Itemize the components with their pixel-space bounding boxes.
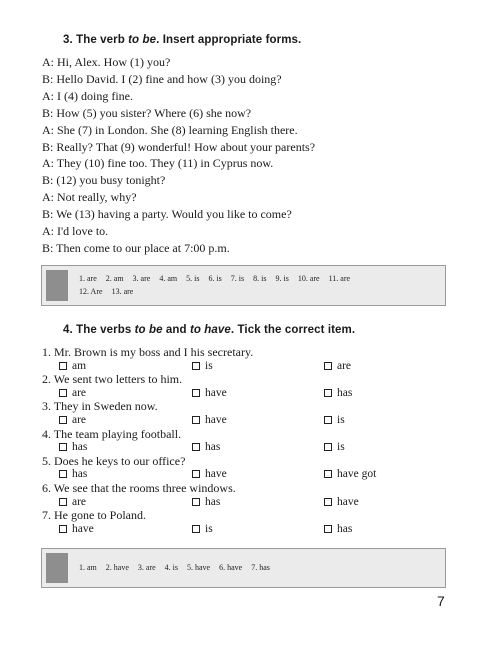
dialogue-line: B: Hello David. I (2) fine and how (3) you doing? bbox=[42, 71, 282, 86]
checkbox-icon[interactable] bbox=[59, 443, 67, 451]
answer-key-bar bbox=[46, 553, 68, 583]
answer-key-item: 3. are bbox=[132, 274, 151, 283]
dialogue-line: A: They (10) fine too. They (11) in Cyprus now. bbox=[42, 156, 274, 171]
answer-key-item: 1. are bbox=[79, 274, 97, 283]
answer-key-item: 11. are bbox=[328, 274, 351, 283]
checkbox-icon[interactable] bbox=[324, 470, 332, 478]
checkbox-icon[interactable] bbox=[324, 443, 332, 451]
answer-option[interactable] bbox=[324, 467, 376, 481]
checkbox-icon[interactable] bbox=[59, 470, 67, 478]
answer-key-item: 4. is bbox=[164, 563, 178, 572]
checkbox-icon[interactable] bbox=[192, 443, 200, 451]
answer-option-label: have got bbox=[337, 468, 377, 481]
dialogue-line: B: (12) you busy tonight? bbox=[42, 173, 166, 188]
answer-option-label: have bbox=[205, 468, 227, 481]
checkbox-icon[interactable] bbox=[59, 525, 67, 533]
question-text: 7. He gone to Poland. bbox=[42, 508, 146, 523]
answer-option-label: has bbox=[72, 441, 88, 454]
answer-option[interactable] bbox=[192, 495, 220, 509]
exercise-3-heading-suffix: . Insert appropriate forms. bbox=[156, 34, 302, 46]
dialogue-line: B: We (13) having a party. Would you like to come? bbox=[42, 207, 292, 222]
answer-option-label: are bbox=[337, 359, 352, 372]
answer-option-label: am bbox=[72, 359, 87, 372]
answer-option-label: is bbox=[337, 413, 345, 426]
answer-option-label: are bbox=[72, 386, 87, 399]
answer-key-item: 6. have bbox=[219, 563, 243, 572]
answer-option-label: have bbox=[337, 495, 359, 508]
answer-option[interactable] bbox=[324, 440, 345, 454]
dialogue-line: B: Then come to our place at 7:00 p.m. bbox=[42, 240, 230, 255]
checkbox-icon[interactable] bbox=[59, 498, 67, 506]
answer-option[interactable] bbox=[59, 467, 87, 481]
answer-key-bar bbox=[46, 270, 68, 301]
checkbox-icon[interactable] bbox=[324, 498, 332, 506]
question-text: 3. They in Sweden now. bbox=[42, 399, 158, 414]
answer-key-item: 12. Are bbox=[79, 287, 103, 296]
answer-key-item: 7. is bbox=[230, 274, 245, 283]
checkbox-icon[interactable] bbox=[192, 470, 200, 478]
answer-option[interactable] bbox=[59, 440, 87, 454]
dialogue-line: A: Hi, Alex. How (1) you? bbox=[42, 55, 171, 69]
answer-option-label: has bbox=[72, 468, 88, 481]
exercise-4-heading-p2: and bbox=[162, 324, 190, 336]
dialogue-line: A: She (7) in London. She (8) learning English there. bbox=[42, 122, 298, 137]
answer-option[interactable] bbox=[59, 413, 86, 427]
answer-option-label: has bbox=[205, 441, 221, 454]
answer-option-label: has bbox=[337, 386, 353, 399]
page-number: 7 bbox=[437, 593, 445, 609]
answer-option-label: are bbox=[72, 413, 87, 426]
answer-key-item: 1. am bbox=[79, 563, 97, 572]
answer-option[interactable] bbox=[324, 386, 352, 400]
answer-key-item: 13. are bbox=[111, 287, 134, 296]
checkbox-icon[interactable] bbox=[192, 498, 200, 506]
dialogue-line: A: I'd love to. bbox=[42, 224, 109, 238]
answer-option-label: is bbox=[205, 359, 213, 372]
answer-option-label: have bbox=[205, 386, 227, 399]
question-text: 4. The team playing football. bbox=[42, 426, 182, 441]
exercise-3-heading-italic: to be bbox=[128, 34, 157, 46]
answer-key-item: 4. am bbox=[159, 274, 178, 283]
answer-option-label: is bbox=[337, 441, 345, 454]
checkbox-icon[interactable] bbox=[192, 416, 200, 424]
question-text: 2. We sent two letters to him. bbox=[42, 372, 183, 387]
answer-key-4-row bbox=[79, 561, 279, 575]
answer-option[interactable] bbox=[192, 413, 227, 427]
answer-key-3-row-1 bbox=[79, 272, 359, 286]
answer-option[interactable] bbox=[59, 522, 94, 536]
checkbox-icon[interactable] bbox=[324, 389, 332, 397]
answer-option[interactable] bbox=[324, 522, 352, 536]
exercise-4-heading bbox=[63, 324, 355, 336]
answer-key-item: 2. have bbox=[105, 563, 129, 572]
answer-option[interactable] bbox=[192, 386, 227, 400]
exercise-3-heading bbox=[63, 34, 301, 46]
answer-option[interactable] bbox=[192, 440, 220, 454]
answer-option[interactable] bbox=[192, 359, 213, 373]
answer-key-item: 3. are bbox=[137, 563, 156, 572]
checkbox-icon[interactable] bbox=[59, 362, 67, 370]
answer-option[interactable] bbox=[59, 495, 86, 509]
question-text: 6. We see that the rooms three windows. bbox=[42, 481, 236, 495]
answer-option[interactable] bbox=[59, 359, 86, 373]
answer-option[interactable] bbox=[324, 413, 345, 427]
answer-option-label: has bbox=[337, 522, 353, 535]
checkbox-icon[interactable] bbox=[59, 389, 67, 397]
answer-key-item: 10. are bbox=[297, 274, 320, 283]
question-text: 5. Does he keys to our office? bbox=[42, 453, 186, 468]
exercise-4-heading-i1: to be bbox=[134, 324, 163, 336]
checkbox-icon[interactable] bbox=[192, 389, 200, 397]
answer-key-3-row-2 bbox=[79, 285, 142, 299]
checkbox-icon[interactable] bbox=[324, 416, 332, 424]
answer-key-4 bbox=[41, 548, 446, 588]
answer-key-item: 8. is bbox=[253, 274, 267, 283]
checkbox-icon[interactable] bbox=[192, 362, 200, 370]
answer-option[interactable] bbox=[192, 467, 227, 481]
answer-option[interactable] bbox=[324, 359, 351, 373]
dialogue-line: B: How (5) you sister? Where (6) she now? bbox=[42, 105, 252, 120]
answer-option-label: have bbox=[205, 413, 227, 426]
answer-key-item: 5. have bbox=[187, 563, 211, 572]
checkbox-icon[interactable] bbox=[324, 525, 332, 533]
answer-option-label: are bbox=[72, 495, 87, 508]
answer-key-item: 6. is bbox=[208, 274, 222, 283]
dialogue-line: A: I (4) doing fine. bbox=[42, 88, 133, 103]
exercise-4-heading-p1: 4. The verbs bbox=[63, 324, 135, 336]
answer-key-3 bbox=[41, 265, 446, 306]
question-text: 1. Mr. Brown is my boss and I his secretary. bbox=[42, 345, 254, 359]
checkbox-icon[interactable] bbox=[192, 525, 200, 533]
checkbox-icon[interactable] bbox=[59, 416, 67, 424]
answer-option[interactable] bbox=[192, 522, 213, 536]
answer-key-item: 9. is bbox=[275, 274, 289, 283]
answer-key-item: 2. am bbox=[105, 274, 124, 283]
exercise-4-heading-p3: . Tick the correct item. bbox=[230, 324, 356, 336]
answer-option[interactable] bbox=[59, 386, 86, 400]
exercise-3-heading-prefix: 3. The verb bbox=[63, 34, 129, 46]
answer-option-label: has bbox=[205, 495, 221, 508]
exercise-4-heading-i2: to have bbox=[189, 324, 231, 336]
answer-option-label: have bbox=[72, 522, 94, 535]
dialogue-line: A: Not really, why? bbox=[42, 190, 137, 205]
answer-key-item: 5. is bbox=[186, 274, 200, 283]
checkbox-icon[interactable] bbox=[324, 362, 332, 370]
dialogue-line: B: Really? That (9) wonderful! How about your parents? bbox=[42, 139, 316, 154]
answer-option[interactable] bbox=[324, 495, 359, 509]
answer-key-item: 7. has bbox=[251, 563, 270, 572]
answer-option-label: is bbox=[205, 522, 213, 535]
